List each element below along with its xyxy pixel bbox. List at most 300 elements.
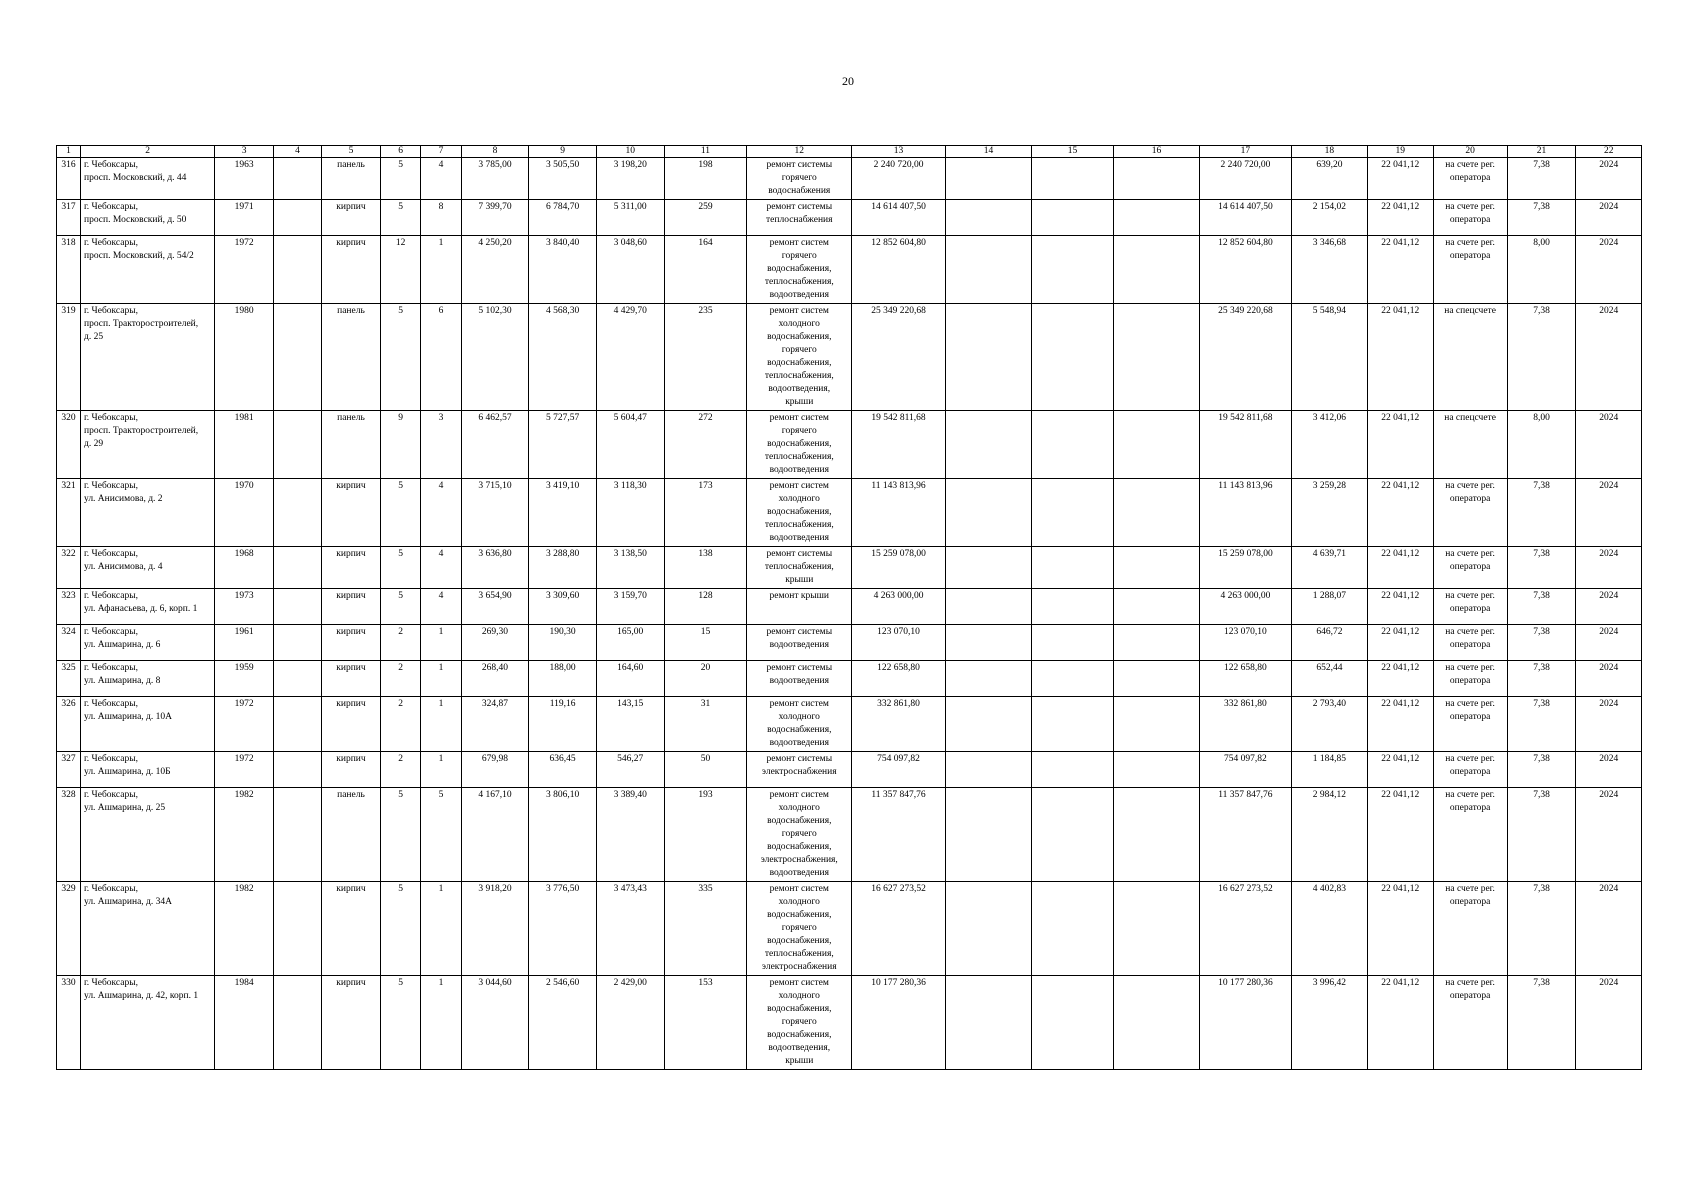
wall-material-cell: панель (322, 304, 381, 411)
residential-area-cell: 546,27 (596, 752, 664, 788)
table-row (57, 304, 1642, 411)
total-cost-cell: 122 658,80 (852, 661, 946, 697)
column-number-header: 3 (215, 146, 274, 158)
col-14-cell (945, 411, 1031, 479)
address-cell: г. Чебоксары, ул. Ашмарина, д. 34А (80, 882, 214, 976)
contribution-rate-cell: 7,38 (1507, 547, 1576, 589)
completion-year-cell: 2024 (1576, 661, 1642, 697)
floors-cell: 5 (380, 788, 420, 882)
row-number: 330 (57, 976, 81, 1070)
entrances-cell: 4 (421, 547, 461, 589)
column-number-header: 5 (322, 146, 381, 158)
owners-funds-cell: 11 143 813,96 (1200, 479, 1292, 547)
total-cost-cell: 11 357 847,76 (852, 788, 946, 882)
owners-funds-cell: 123 070,10 (1200, 625, 1292, 661)
residential-area-cell: 5 311,00 (596, 200, 664, 236)
residents-count-cell: 20 (664, 661, 747, 697)
premises-area-cell: 3 505,50 (529, 158, 597, 200)
max-unit-cost-cell: 22 041,12 (1368, 411, 1433, 479)
table-row (57, 411, 1642, 479)
col-14-cell (945, 236, 1031, 304)
fund-method-cell: на счете рег. оператора (1433, 882, 1507, 976)
repair-works-cell: ремонт систем холодного водоснабжения, водоотведения (747, 697, 852, 752)
column-number-header: 14 (945, 146, 1031, 158)
row-number: 320 (57, 411, 81, 479)
premises-area-cell: 3 776,50 (529, 882, 597, 976)
entrances-cell: 8 (421, 200, 461, 236)
residential-area-cell: 3 048,60 (596, 236, 664, 304)
address-cell: г. Чебоксары, ул. Ашмарина, д. 8 (80, 661, 214, 697)
repair-works-cell: ремонт системы электроснабжения (747, 752, 852, 788)
floors-cell: 2 (380, 697, 420, 752)
floors-cell: 5 (380, 479, 420, 547)
unit-cost-cell: 3 996,42 (1291, 976, 1367, 1070)
fund-method-cell: на счете рег. оператора (1433, 788, 1507, 882)
total-cost-cell: 25 349 220,68 (852, 304, 946, 411)
max-unit-cost-cell: 22 041,12 (1368, 200, 1433, 236)
repair-works-cell: ремонт системы теплоснабжения (747, 200, 852, 236)
repair-works-cell: ремонт системы водоотведения (747, 661, 852, 697)
repair-works-cell: ремонт системы горячего водоснабжения (747, 158, 852, 200)
row-number: 325 (57, 661, 81, 697)
wall-material-cell: кирпич (322, 752, 381, 788)
col-16-cell (1113, 200, 1199, 236)
col-15-cell (1032, 661, 1114, 697)
entrances-cell: 6 (421, 304, 461, 411)
unit-cost-cell: 1 288,07 (1291, 589, 1367, 625)
col-16-cell (1113, 976, 1199, 1070)
column-number-header: 20 (1433, 146, 1507, 158)
total-cost-cell: 2 240 720,00 (852, 158, 946, 200)
year-cell: 1984 (215, 976, 274, 1070)
completion-year-cell: 2024 (1576, 697, 1642, 752)
residential-area-cell: 3 138,50 (596, 547, 664, 589)
col-15-cell (1032, 697, 1114, 752)
premises-area-cell: 3 840,40 (529, 236, 597, 304)
col-4-cell (274, 882, 322, 976)
col-14-cell (945, 697, 1031, 752)
floors-cell: 5 (380, 589, 420, 625)
column-number-header: 6 (380, 146, 420, 158)
column-number-header: 2 (80, 146, 214, 158)
column-number-header: 16 (1113, 146, 1199, 158)
max-unit-cost-cell: 22 041,12 (1368, 625, 1433, 661)
unit-cost-cell: 4 402,83 (1291, 882, 1367, 976)
col-15-cell (1032, 589, 1114, 625)
max-unit-cost-cell: 22 041,12 (1368, 479, 1433, 547)
residential-area-cell: 3 389,40 (596, 788, 664, 882)
floors-cell: 5 (380, 158, 420, 200)
total-cost-cell: 16 627 273,52 (852, 882, 946, 976)
wall-material-cell: кирпич (322, 697, 381, 752)
total-cost-cell: 15 259 078,00 (852, 547, 946, 589)
row-number: 329 (57, 882, 81, 976)
contribution-rate-cell: 7,38 (1507, 697, 1576, 752)
col-15-cell (1032, 752, 1114, 788)
entrances-cell: 1 (421, 752, 461, 788)
col-16-cell (1113, 547, 1199, 589)
total-cost-cell: 12 852 604,80 (852, 236, 946, 304)
year-cell: 1959 (215, 661, 274, 697)
column-number-header: 7 (421, 146, 461, 158)
premises-area-cell: 2 546,60 (529, 976, 597, 1070)
owners-funds-cell: 11 357 847,76 (1200, 788, 1292, 882)
table-row (57, 236, 1642, 304)
capital-repair-table (56, 145, 1642, 1070)
year-cell: 1972 (215, 697, 274, 752)
col-15-cell (1032, 200, 1114, 236)
premises-area-cell: 190,30 (529, 625, 597, 661)
col-14-cell (945, 200, 1031, 236)
wall-material-cell: кирпич (322, 882, 381, 976)
col-16-cell (1113, 882, 1199, 976)
completion-year-cell: 2024 (1576, 158, 1642, 200)
fund-method-cell: на счете рег. оператора (1433, 976, 1507, 1070)
col-4-cell (274, 547, 322, 589)
fund-method-cell: на счете рег. оператора (1433, 236, 1507, 304)
residential-area-cell: 143,15 (596, 697, 664, 752)
table-row (57, 158, 1642, 200)
unit-cost-cell: 1 184,85 (1291, 752, 1367, 788)
residents-count-cell: 15 (664, 625, 747, 661)
fund-method-cell: на счете рег. оператора (1433, 697, 1507, 752)
residents-count-cell: 153 (664, 976, 747, 1070)
col-15-cell (1032, 625, 1114, 661)
max-unit-cost-cell: 22 041,12 (1368, 158, 1433, 200)
total-area-cell: 7 399,70 (461, 200, 529, 236)
address-cell: г. Чебоксары, ул. Ашмарина, д. 10Б (80, 752, 214, 788)
floors-cell: 5 (380, 547, 420, 589)
contribution-rate-cell: 7,38 (1507, 158, 1576, 200)
wall-material-cell: кирпич (322, 547, 381, 589)
address-cell: г. Чебоксары, ул. Ашмарина, д. 42, корп. 1 (80, 976, 214, 1070)
contribution-rate-cell: 7,38 (1507, 589, 1576, 625)
col-14-cell (945, 589, 1031, 625)
col-15-cell (1032, 976, 1114, 1070)
repair-works-cell: ремонт систем холодного водоснабжения, горячего водоснабжения, теплоснабжения, водоотведения, крыши (747, 304, 852, 411)
column-number-header: 19 (1368, 146, 1433, 158)
col-4-cell (274, 304, 322, 411)
residents-count-cell: 272 (664, 411, 747, 479)
row-number: 323 (57, 589, 81, 625)
address-cell: г. Чебоксары, ул. Афанасьева, д. 6, корп. 1 (80, 589, 214, 625)
owners-funds-cell: 14 614 407,50 (1200, 200, 1292, 236)
fund-method-cell: на счете рег. оператора (1433, 661, 1507, 697)
col-15-cell (1032, 882, 1114, 976)
col-15-cell (1032, 304, 1114, 411)
total-cost-cell: 332 861,80 (852, 697, 946, 752)
total-area-cell: 6 462,57 (461, 411, 529, 479)
total-cost-cell: 4 263 000,00 (852, 589, 946, 625)
wall-material-cell: кирпич (322, 236, 381, 304)
row-number: 317 (57, 200, 81, 236)
table-row (57, 882, 1642, 976)
residents-count-cell: 128 (664, 589, 747, 625)
max-unit-cost-cell: 22 041,12 (1368, 697, 1433, 752)
residents-count-cell: 164 (664, 236, 747, 304)
wall-material-cell: кирпич (322, 479, 381, 547)
completion-year-cell: 2024 (1576, 882, 1642, 976)
owners-funds-cell: 4 263 000,00 (1200, 589, 1292, 625)
fund-method-cell: на счете рег. оператора (1433, 479, 1507, 547)
fund-method-cell: на счете рег. оператора (1433, 200, 1507, 236)
entrances-cell: 1 (421, 236, 461, 304)
repair-works-cell: ремонт систем холодного водоснабжения, теплоснабжения, водоотведения (747, 479, 852, 547)
col-16-cell (1113, 304, 1199, 411)
unit-cost-cell: 3 346,68 (1291, 236, 1367, 304)
col-16-cell (1113, 236, 1199, 304)
unit-cost-cell: 2 984,12 (1291, 788, 1367, 882)
address-cell: г. Чебоксары, просп. Московский, д. 44 (80, 158, 214, 200)
col-4-cell (274, 479, 322, 547)
fund-method-cell: на счете рег. оператора (1433, 158, 1507, 200)
year-cell: 1968 (215, 547, 274, 589)
owners-funds-cell: 15 259 078,00 (1200, 547, 1292, 589)
contribution-rate-cell: 8,00 (1507, 236, 1576, 304)
unit-cost-cell: 3 259,28 (1291, 479, 1367, 547)
owners-funds-cell: 332 861,80 (1200, 697, 1292, 752)
col-15-cell (1032, 411, 1114, 479)
table-row (57, 661, 1642, 697)
max-unit-cost-cell: 22 041,12 (1368, 661, 1433, 697)
col-4-cell (274, 661, 322, 697)
col-14-cell (945, 158, 1031, 200)
column-number-header: 21 (1507, 146, 1576, 158)
table-body (57, 158, 1642, 1070)
col-4-cell (274, 236, 322, 304)
unit-cost-cell: 639,20 (1291, 158, 1367, 200)
unit-cost-cell: 3 412,06 (1291, 411, 1367, 479)
column-number-header: 13 (852, 146, 946, 158)
address-cell: г. Чебоксары, просп. Московский, д. 50 (80, 200, 214, 236)
col-16-cell (1113, 697, 1199, 752)
total-cost-cell: 19 542 811,68 (852, 411, 946, 479)
contribution-rate-cell: 7,38 (1507, 661, 1576, 697)
completion-year-cell: 2024 (1576, 625, 1642, 661)
row-number: 316 (57, 158, 81, 200)
total-cost-cell: 10 177 280,36 (852, 976, 946, 1070)
owners-funds-cell: 19 542 811,68 (1200, 411, 1292, 479)
wall-material-cell: панель (322, 788, 381, 882)
unit-cost-cell: 652,44 (1291, 661, 1367, 697)
total-cost-cell: 123 070,10 (852, 625, 946, 661)
contribution-rate-cell: 7,38 (1507, 752, 1576, 788)
entrances-cell: 1 (421, 661, 461, 697)
col-4-cell (274, 788, 322, 882)
total-area-cell: 324,87 (461, 697, 529, 752)
col-4-cell (274, 697, 322, 752)
year-cell: 1972 (215, 752, 274, 788)
floors-cell: 12 (380, 236, 420, 304)
residential-area-cell: 164,60 (596, 661, 664, 697)
address-cell: г. Чебоксары, ул. Ашмарина, д. 6 (80, 625, 214, 661)
floors-cell: 5 (380, 976, 420, 1070)
year-cell: 1982 (215, 882, 274, 976)
table-row (57, 752, 1642, 788)
table-row (57, 200, 1642, 236)
completion-year-cell: 2024 (1576, 479, 1642, 547)
premises-area-cell: 6 784,70 (529, 200, 597, 236)
contribution-rate-cell: 7,38 (1507, 200, 1576, 236)
column-number-header: 12 (747, 146, 852, 158)
max-unit-cost-cell: 22 041,12 (1368, 236, 1433, 304)
year-cell: 1982 (215, 788, 274, 882)
completion-year-cell: 2024 (1576, 752, 1642, 788)
premises-area-cell: 3 288,80 (529, 547, 597, 589)
floors-cell: 5 (380, 882, 420, 976)
contribution-rate-cell: 7,38 (1507, 479, 1576, 547)
entrances-cell: 1 (421, 625, 461, 661)
entrances-cell: 4 (421, 479, 461, 547)
residents-count-cell: 259 (664, 200, 747, 236)
col-14-cell (945, 788, 1031, 882)
fund-method-cell: на счете рег. оператора (1433, 547, 1507, 589)
total-area-cell: 4 167,10 (461, 788, 529, 882)
row-number: 326 (57, 697, 81, 752)
col-4-cell (274, 411, 322, 479)
fund-method-cell: на спецсчете (1433, 304, 1507, 411)
residential-area-cell: 3 473,43 (596, 882, 664, 976)
unit-cost-cell: 646,72 (1291, 625, 1367, 661)
completion-year-cell: 2024 (1576, 547, 1642, 589)
total-area-cell: 679,98 (461, 752, 529, 788)
fund-method-cell: на счете рег. оператора (1433, 625, 1507, 661)
col-16-cell (1113, 411, 1199, 479)
col-14-cell (945, 479, 1031, 547)
table-row (57, 788, 1642, 882)
floors-cell: 5 (380, 304, 420, 411)
col-4-cell (274, 200, 322, 236)
col-14-cell (945, 625, 1031, 661)
entrances-cell: 1 (421, 882, 461, 976)
entrances-cell: 1 (421, 976, 461, 1070)
entrances-cell: 3 (421, 411, 461, 479)
total-area-cell: 3 636,80 (461, 547, 529, 589)
col-14-cell (945, 752, 1031, 788)
column-number-header: 9 (529, 146, 597, 158)
floors-cell: 5 (380, 200, 420, 236)
address-cell: г. Чебоксары, просп. Тракторостроителей, д. 29 (80, 411, 214, 479)
total-area-cell: 3 715,10 (461, 479, 529, 547)
residents-count-cell: 193 (664, 788, 747, 882)
row-number: 321 (57, 479, 81, 547)
floors-cell: 2 (380, 752, 420, 788)
col-16-cell (1113, 661, 1199, 697)
residents-count-cell: 173 (664, 479, 747, 547)
completion-year-cell: 2024 (1576, 976, 1642, 1070)
owners-funds-cell: 122 658,80 (1200, 661, 1292, 697)
wall-material-cell: кирпич (322, 976, 381, 1070)
total-area-cell: 3 785,00 (461, 158, 529, 200)
total-cost-cell: 754 097,82 (852, 752, 946, 788)
premises-area-cell: 5 727,57 (529, 411, 597, 479)
max-unit-cost-cell: 22 041,12 (1368, 882, 1433, 976)
table-row (57, 547, 1642, 589)
total-area-cell: 3 044,60 (461, 976, 529, 1070)
wall-material-cell: панель (322, 158, 381, 200)
repair-works-cell: ремонт систем горячего водоснабжения, теплоснабжения, водоотведения (747, 411, 852, 479)
contribution-rate-cell: 7,38 (1507, 625, 1576, 661)
col-15-cell (1032, 788, 1114, 882)
total-area-cell: 5 102,30 (461, 304, 529, 411)
max-unit-cost-cell: 22 041,12 (1368, 589, 1433, 625)
premises-area-cell: 3 419,10 (529, 479, 597, 547)
total-area-cell: 3 654,90 (461, 589, 529, 625)
page-number: 20 (842, 74, 854, 88)
wall-material-cell: кирпич (322, 200, 381, 236)
wall-material-cell: панель (322, 411, 381, 479)
wall-material-cell: кирпич (322, 661, 381, 697)
total-cost-cell: 11 143 813,96 (852, 479, 946, 547)
owners-funds-cell: 16 627 273,52 (1200, 882, 1292, 976)
completion-year-cell: 2024 (1576, 411, 1642, 479)
total-cost-cell: 14 614 407,50 (852, 200, 946, 236)
col-14-cell (945, 661, 1031, 697)
address-cell: г. Чебоксары, ул. Анисимова, д. 2 (80, 479, 214, 547)
column-number-header: 8 (461, 146, 529, 158)
year-cell: 1981 (215, 411, 274, 479)
repair-works-cell: ремонт системы теплоснабжения, крыши (747, 547, 852, 589)
column-number-header: 11 (664, 146, 747, 158)
total-area-cell: 269,30 (461, 625, 529, 661)
residents-count-cell: 198 (664, 158, 747, 200)
max-unit-cost-cell: 22 041,12 (1368, 547, 1433, 589)
col-16-cell (1113, 479, 1199, 547)
row-number: 324 (57, 625, 81, 661)
contribution-rate-cell: 7,38 (1507, 304, 1576, 411)
completion-year-cell: 2024 (1576, 200, 1642, 236)
floors-cell: 2 (380, 661, 420, 697)
wall-material-cell: кирпич (322, 589, 381, 625)
max-unit-cost-cell: 22 041,12 (1368, 304, 1433, 411)
year-cell: 1971 (215, 200, 274, 236)
premises-area-cell: 119,16 (529, 697, 597, 752)
entrances-cell: 4 (421, 158, 461, 200)
total-area-cell: 3 918,20 (461, 882, 529, 976)
residential-area-cell: 2 429,00 (596, 976, 664, 1070)
address-cell: г. Чебоксары, ул. Анисимова, д. 4 (80, 547, 214, 589)
repair-works-cell: ремонт систем холодного водоснабжения, горячего водоснабжения, электроснабжения, водоотведения (747, 788, 852, 882)
premises-area-cell: 188,00 (529, 661, 597, 697)
col-4-cell (274, 589, 322, 625)
entrances-cell: 4 (421, 589, 461, 625)
unit-cost-cell: 4 639,71 (1291, 547, 1367, 589)
fund-method-cell: на счете рег. оператора (1433, 752, 1507, 788)
column-number-header: 17 (1200, 146, 1292, 158)
residential-area-cell: 3 159,70 (596, 589, 664, 625)
year-cell: 1973 (215, 589, 274, 625)
owners-funds-cell: 2 240 720,00 (1200, 158, 1292, 200)
table-row (57, 479, 1642, 547)
year-cell: 1980 (215, 304, 274, 411)
col-14-cell (945, 882, 1031, 976)
repair-works-cell: ремонт систем горячего водоснабжения, теплоснабжения, водоотведения (747, 236, 852, 304)
residential-area-cell: 3 198,20 (596, 158, 664, 200)
row-number: 318 (57, 236, 81, 304)
contribution-rate-cell: 8,00 (1507, 411, 1576, 479)
residents-count-cell: 31 (664, 697, 747, 752)
col-15-cell (1032, 479, 1114, 547)
col-16-cell (1113, 752, 1199, 788)
year-cell: 1963 (215, 158, 274, 200)
owners-funds-cell: 25 349 220,68 (1200, 304, 1292, 411)
residential-area-cell: 5 604,47 (596, 411, 664, 479)
residents-count-cell: 138 (664, 547, 747, 589)
entrances-cell: 1 (421, 697, 461, 752)
floors-cell: 9 (380, 411, 420, 479)
row-number: 319 (57, 304, 81, 411)
col-15-cell (1032, 236, 1114, 304)
